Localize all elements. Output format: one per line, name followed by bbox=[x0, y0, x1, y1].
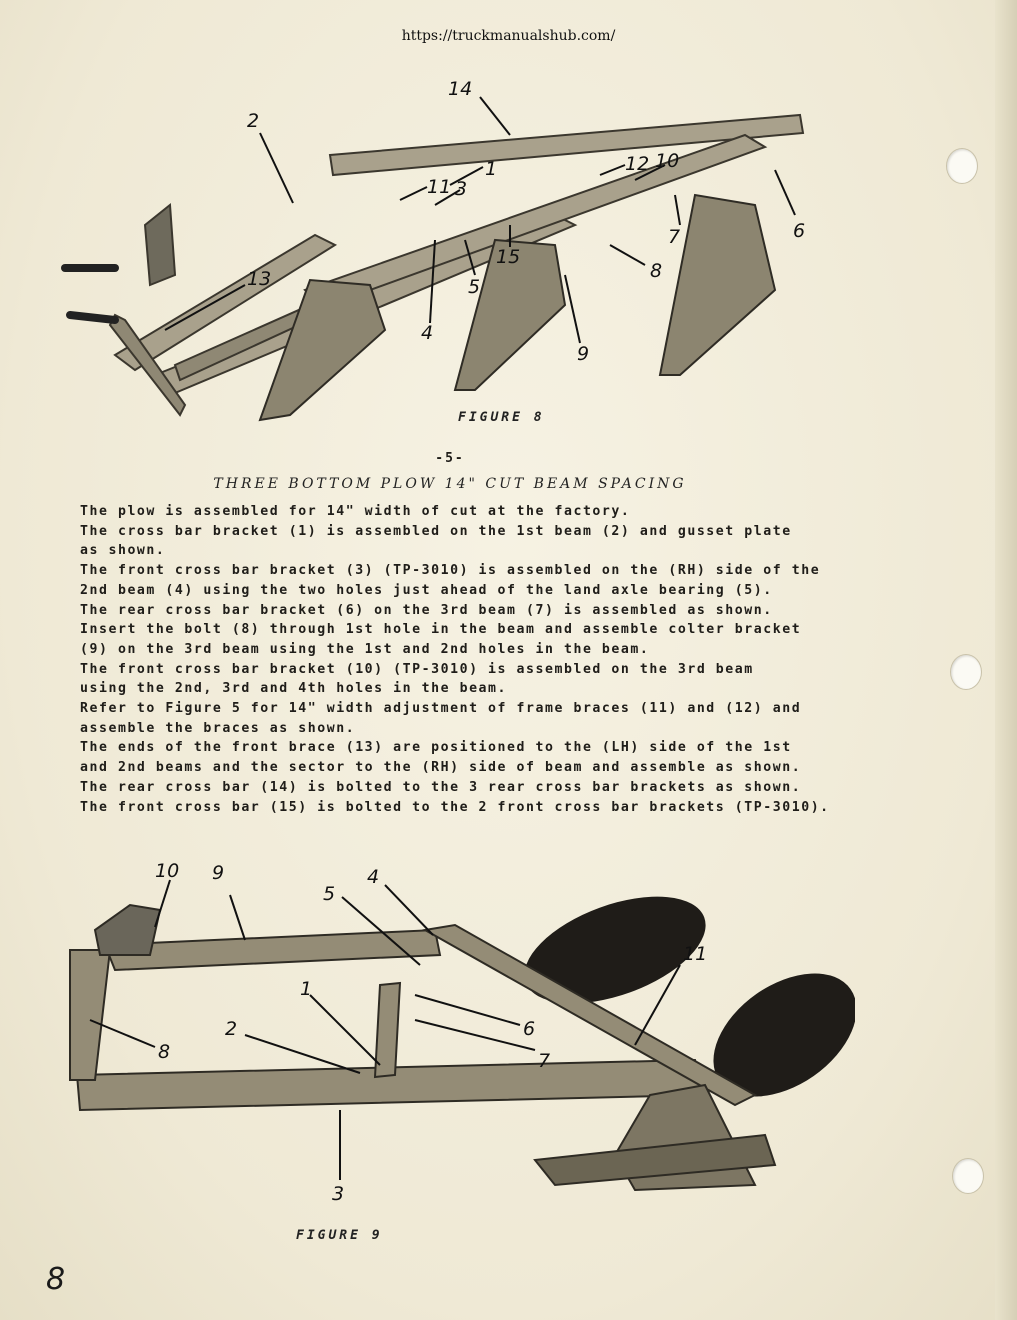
figure-9-callout: 5 bbox=[323, 883, 336, 905]
instruction-line: The ends of the front brace (13) are positioned to the (LH) side of the 1st bbox=[80, 740, 792, 756]
figure-8-callout: 6 bbox=[793, 220, 806, 242]
instructions-text bbox=[80, 502, 900, 817]
instruction-line: Insert the bolt (8) through 1st hole in the beam and assemble colter bracket bbox=[80, 622, 802, 638]
source-url[interactable]: https://truckmanualshub.com/ bbox=[401, 28, 616, 44]
page-number: 8 bbox=[46, 1262, 66, 1297]
figure-9-callout: 9 bbox=[212, 862, 225, 884]
figure-9-callout: 2 bbox=[225, 1018, 238, 1040]
figure-9-callout: 10 bbox=[155, 860, 180, 882]
figure-8-callout: 9 bbox=[577, 343, 590, 365]
instruction-line: using the 2nd, 3rd and 4th holes in the beam. bbox=[80, 681, 508, 697]
figure-8-callout: 3 bbox=[455, 178, 468, 200]
figure-8-callout: 5 bbox=[468, 276, 481, 298]
instruction-line: The front cross bar (15) is bolted to the 2 front cross bar brackets (TP-3010). bbox=[80, 799, 830, 815]
figure-9-photo bbox=[55, 855, 855, 1235]
figure-8-callout: 10 bbox=[655, 150, 680, 172]
figure-9-callout: 8 bbox=[158, 1041, 171, 1063]
instruction-line: (9) on the 3rd beam using the 1st and 2nd holes in the beam. bbox=[80, 641, 650, 657]
instruction-line: The plow is assembled for 14" width of cut at the factory. bbox=[80, 504, 631, 519]
instruction-line: and 2nd beams and the sector to the (RH) side of beam and assemble as shown. bbox=[80, 760, 802, 776]
figure-8-callout: 12 bbox=[625, 153, 650, 175]
instruction-line: The rear cross bar bracket (6) on the 3rd beam (7) is assembled as shown. bbox=[80, 602, 773, 618]
section-page-marker: -5- bbox=[435, 451, 465, 466]
page-edge bbox=[995, 0, 1017, 1320]
instruction-line: The cross bar bracket (1) is assembled on the 1st beam (2) and gusset plate bbox=[80, 523, 792, 539]
figure-8-callout: 14 bbox=[448, 78, 473, 100]
figure-8-callout: 7 bbox=[668, 226, 681, 248]
instruction-line: The front cross bar bracket (10) (TP-3010) is assembled on the 3rd beam bbox=[80, 661, 754, 677]
instruction-line: The front cross bar bracket (3) (TP-3010) is assembled on the (RH) side of the bbox=[80, 563, 821, 579]
binder-hole bbox=[950, 654, 982, 690]
figure-9-callout: 7 bbox=[538, 1050, 551, 1072]
figure-8-callout: 15 bbox=[496, 246, 521, 268]
figure-9-callout: 4 bbox=[367, 866, 380, 888]
figure-8-callout: 2 bbox=[247, 110, 260, 132]
figure-8-callout: 11 bbox=[427, 176, 452, 198]
instruction-line: 2nd beam (4) using the two holes just ahead of the land axle bearing (5). bbox=[80, 582, 773, 598]
figure-9-callout: 1 bbox=[300, 978, 313, 1000]
figure-9-callout: 6 bbox=[523, 1018, 536, 1040]
figure-8-callout: 8 bbox=[650, 260, 663, 282]
figure-8-caption: FIGURE 8 bbox=[458, 410, 545, 425]
instruction-line: The rear cross bar (14) is bolted to the 3 rear cross bar brackets as shown. bbox=[80, 779, 802, 795]
section-heading: THREE BOTTOM PLOW 14" CUT BEAM SPACING bbox=[213, 476, 687, 492]
instruction-line: as shown. bbox=[80, 543, 166, 559]
figure-9-callout: 3 bbox=[332, 1183, 345, 1205]
instruction-line: Refer to Figure 5 for 14" width adjustment of frame braces (11) and (12) and bbox=[80, 701, 802, 717]
figure-8-callout: 4 bbox=[421, 322, 434, 344]
figure-9-callout: 11 bbox=[683, 943, 708, 965]
binder-hole bbox=[946, 148, 978, 184]
figure-9-caption: FIGURE 9 bbox=[296, 1228, 383, 1243]
instruction-line: assemble the braces as shown. bbox=[80, 720, 356, 736]
figure-8-callout: 13 bbox=[247, 268, 272, 290]
binder-hole bbox=[952, 1158, 984, 1194]
figure-8-photo bbox=[55, 75, 835, 425]
figure-8-callout: 1 bbox=[485, 158, 498, 180]
